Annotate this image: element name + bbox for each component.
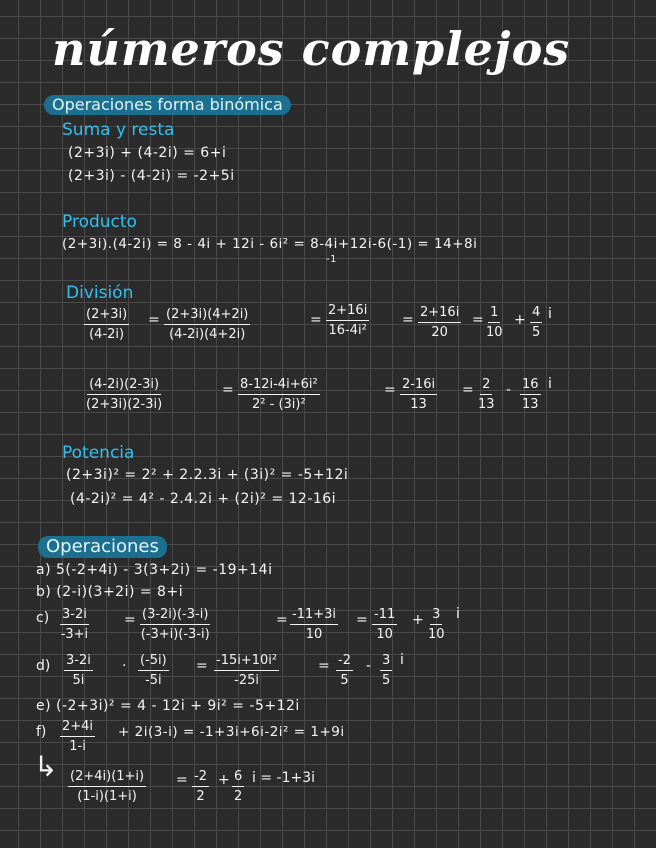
page-title: números complejos xyxy=(52,22,571,76)
division-fraction xyxy=(530,304,542,341)
fraction-denominator: 20 xyxy=(431,325,448,340)
equals-sign: = xyxy=(196,658,208,674)
fraction-denominator: 1-i xyxy=(69,739,86,754)
fraction-numerator: (2+4i)(1+i) xyxy=(68,768,146,787)
equals-sign: = xyxy=(176,772,188,788)
fraction-denominator: 10 xyxy=(376,627,393,642)
section-heading-binomica: Operaciones forma binómica xyxy=(44,95,291,115)
fraction-denominator: 5i xyxy=(72,673,85,688)
exercise-d-fraction xyxy=(380,652,392,689)
equals-sign: = xyxy=(402,312,414,328)
exercise-f-fraction xyxy=(60,718,95,755)
exercise-c-fraction xyxy=(290,606,338,643)
fraction-numerator: -11 xyxy=(372,606,397,625)
fraction-denominator: (4-2i) xyxy=(89,327,125,342)
exercise-f-fraction xyxy=(68,768,146,805)
fraction-numerator: (2+3i)(4+2i) xyxy=(164,306,250,325)
fraction-denominator: -5i xyxy=(145,673,162,688)
imaginary-unit: i xyxy=(456,606,460,622)
plus-sign: + xyxy=(514,312,526,328)
minus-sign: - xyxy=(366,658,372,674)
producto-note: -1 xyxy=(326,254,337,265)
exercise-b: b) (2-i)(3+2i) = 8+i xyxy=(36,584,184,600)
resta-line: (2+3i) - (4-2i) = -2+5i xyxy=(68,168,235,184)
fraction-denominator: 13 xyxy=(410,397,427,412)
fraction-numerator: 2+4i xyxy=(60,718,95,737)
plus-sign: + xyxy=(412,612,424,628)
exercise-d-fraction xyxy=(214,652,279,689)
imaginary-unit: i xyxy=(548,306,552,322)
section-heading-operaciones: Operaciones xyxy=(38,536,167,558)
minus-sign: - xyxy=(506,382,512,398)
equals-sign: = xyxy=(276,612,288,628)
fraction-numerator: -2 xyxy=(336,652,353,671)
equals-sign: = xyxy=(472,312,484,328)
fraction-denominator: (4-2i)(4+2i) xyxy=(169,327,246,342)
division-fraction xyxy=(418,304,461,341)
equals-sign: = xyxy=(222,382,234,398)
fraction-numerator: (4-2i)(2-3i) xyxy=(87,376,161,395)
equals-sign: = xyxy=(310,312,322,328)
fraction-denominator: 2² - (3i)² xyxy=(252,397,306,412)
fraction-denominator: 16-4i² xyxy=(328,323,367,338)
suma-line: (2+3i) + (4-2i) = 6+i xyxy=(68,145,227,161)
fraction-denominator: (-3+i)(-3-i) xyxy=(140,627,210,642)
fraction-numerator: -15i+10i² xyxy=(214,652,279,671)
fraction-denominator: 10 xyxy=(486,325,503,340)
division-fraction xyxy=(486,304,503,341)
exercise-c-fraction xyxy=(140,606,210,643)
fraction-numerator: 2+16i xyxy=(418,304,461,323)
division-fraction xyxy=(164,306,250,343)
potencia-line: (4-2i)² = 4² - 2.4.2i + (2i)² = 12-16i xyxy=(70,491,337,507)
potencia-line: (2+3i)² = 2² + 2.2.3i + (3i)² = -5+12i xyxy=(66,467,349,483)
exercise-d-fraction xyxy=(64,652,93,689)
equals-sign: = xyxy=(148,312,160,328)
equals-sign: = xyxy=(124,612,136,628)
fraction-denominator: 2 xyxy=(196,789,205,804)
division-fraction xyxy=(326,302,369,339)
exercise-a: a) 5(-2+4i) - 3(3+2i) = -19+14i xyxy=(36,562,273,578)
subheading-suma-resta: Suma y resta xyxy=(62,120,175,140)
fraction-numerator: 3 xyxy=(430,606,442,625)
division-fraction xyxy=(86,376,162,413)
fraction-denominator: 10 xyxy=(305,627,323,642)
fraction-numerator: -11+3i xyxy=(290,606,338,625)
exercise-f-fraction xyxy=(192,768,209,805)
plus-sign: + xyxy=(218,772,230,788)
fraction-numerator: 2 xyxy=(480,376,492,395)
exercise-f-fraction xyxy=(232,768,244,805)
division-fraction xyxy=(400,376,437,413)
equals-sign: = xyxy=(462,382,474,398)
fraction-denominator: -3+i xyxy=(60,627,89,642)
fraction-numerator: 2+16i xyxy=(326,302,369,321)
exercise-d-fraction xyxy=(138,652,169,689)
fraction-numerator: 3-2i xyxy=(64,652,93,671)
fraction-denominator: 13 xyxy=(522,397,539,412)
arrow-return-icon: ↳ xyxy=(34,750,58,783)
imaginary-unit: i xyxy=(400,652,404,668)
fraction-denominator: 10 xyxy=(428,627,445,642)
division-fraction xyxy=(520,376,541,413)
multiply-dot: · xyxy=(122,658,127,674)
exercise-c-fraction xyxy=(60,606,89,643)
fraction-numerator: 3 xyxy=(380,652,392,671)
fraction-numerator: 8-12i-4i+6i² xyxy=(238,376,320,395)
fraction-numerator: (3-2i)(-3-i) xyxy=(140,606,210,625)
subheading-producto: Producto xyxy=(62,212,137,232)
exercise-c-fraction xyxy=(428,606,445,643)
equals-sign: = xyxy=(318,658,330,674)
exercise-f-tail: i = -1+3i xyxy=(252,770,316,786)
fraction-denominator: 13 xyxy=(478,397,495,412)
division-fraction xyxy=(238,376,320,413)
equals-sign: = xyxy=(384,382,396,398)
division-fraction xyxy=(84,306,129,343)
fraction-numerator: 6 xyxy=(232,768,244,787)
fraction-denominator: (2+3i)(2-3i) xyxy=(86,397,163,412)
equals-sign: = xyxy=(356,612,368,628)
fraction-denominator: 5 xyxy=(340,673,349,688)
exercise-d-fraction xyxy=(336,652,353,689)
imaginary-unit: i xyxy=(548,376,552,392)
fraction-denominator: 5 xyxy=(532,325,541,340)
producto-line: (2+3i).(4-2i) = 8 - 4i + 12i - 6i² = 8-4i+12i-6(-1) = 14+8i xyxy=(62,236,478,252)
fraction-numerator: 16 xyxy=(520,376,541,395)
division-fraction xyxy=(478,376,495,413)
subheading-division: División xyxy=(66,283,134,303)
fraction-denominator: -25i xyxy=(234,673,259,688)
exercise-f-rest: + 2i(3-i) = -1+3i+6i-2i² = 1+9i xyxy=(118,724,345,740)
fraction-denominator: 2 xyxy=(234,789,243,804)
fraction-numerator: 4 xyxy=(530,304,542,323)
fraction-denominator: 5 xyxy=(382,673,391,688)
exercise-f-label: f) xyxy=(36,724,47,740)
fraction-numerator: 3-2i xyxy=(60,606,89,625)
exercise-c-label: c) xyxy=(36,610,50,626)
fraction-denominator: (1-i)(1+i) xyxy=(77,789,137,804)
fraction-numerator: -2 xyxy=(192,768,209,787)
exercise-e: e) (-2+3i)² = 4 - 12i + 9i² = -5+12i xyxy=(36,698,300,714)
fraction-numerator: 2-16i xyxy=(400,376,437,395)
exercise-c-fraction xyxy=(372,606,397,643)
fraction-numerator: (2+3i) xyxy=(84,306,129,325)
exercise-d-label: d) xyxy=(36,658,51,674)
fraction-numerator: (-5i) xyxy=(138,652,169,671)
fraction-numerator: 1 xyxy=(488,304,500,323)
subheading-potencia: Potencia xyxy=(62,443,135,463)
